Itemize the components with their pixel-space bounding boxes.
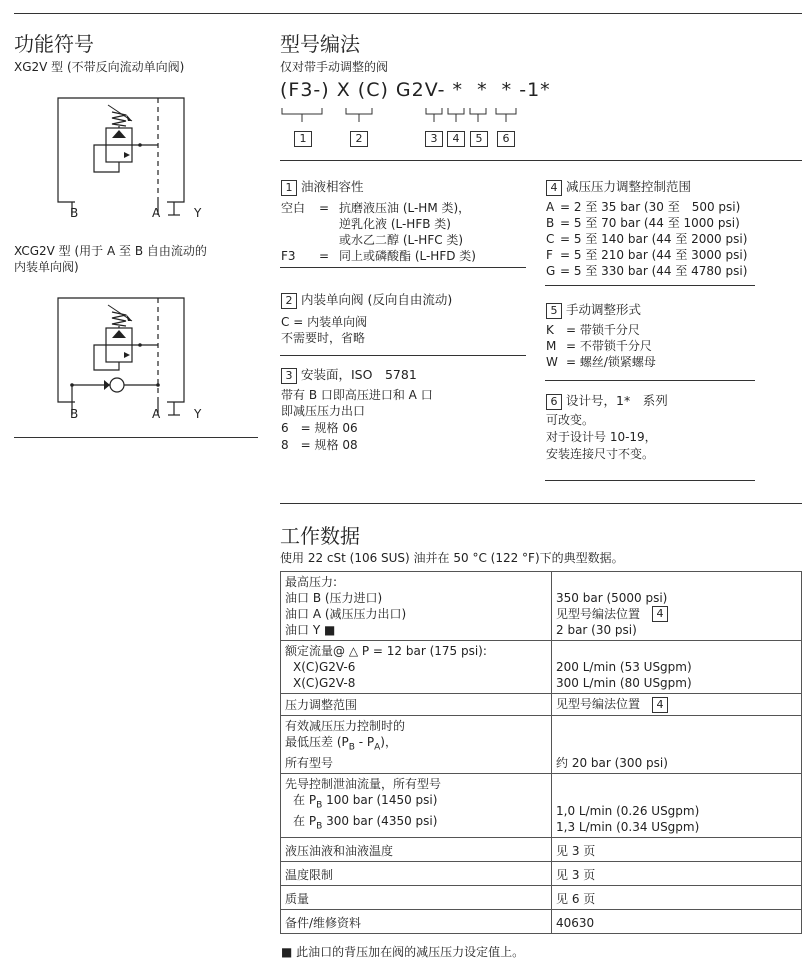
s1-row: 空白 = 抗磨液压油 (L-HM 类)， [281, 201, 471, 215]
section-4-title [546, 179, 691, 196]
s5-row: K = 带锁千分尺 [546, 323, 640, 337]
section-4-rule [545, 285, 755, 286]
section-5-rows [546, 322, 802, 370]
max-pressure-label: 最高压力: 油口 B (压力进口) 油口 A (减压压力出口) 油口 Y ■ [281, 572, 552, 641]
pilot-drain-value: 1,0 L/min (0.26 USgpm) 1,3 L/min (0.34 USgpm) [552, 773, 802, 837]
section-2-title [281, 292, 452, 309]
model-code-string: (F3-) X (C) G2V- * * * -1* [280, 79, 551, 101]
model-section-rule [280, 160, 802, 161]
xcg2v-symbol-diagram [50, 290, 220, 425]
s4-row: A = 2 至 35 bar (30 至 500 psi) [546, 200, 741, 214]
section-6-line1: 可改变。 [546, 413, 595, 427]
section-4-rows [546, 199, 802, 279]
section-3-title [281, 367, 417, 384]
adjust-range-value: 见型号编法位置 4 [552, 694, 802, 716]
mass-value: 见 6 页 [552, 885, 802, 909]
rated-flow-value: 200 L/min (53 USgpm) 300 L/min (80 USgpm) [552, 641, 802, 694]
s1-row: 或水乙二醇 (L-HFC 类) [339, 233, 464, 247]
section-2-line1: C = 内装单向阀 [281, 315, 368, 329]
section-6-number: 6 [546, 394, 562, 410]
code-box-3: 3 [425, 131, 443, 147]
section-5-label: 手动调整形式 [566, 302, 642, 317]
s5-row: W = 螺丝/锁紧螺母 [546, 355, 656, 369]
section-6-label: 设计号，1* 系列 [566, 393, 668, 408]
section-1-number: 1 [281, 180, 297, 196]
section-6-title [546, 393, 668, 410]
section-5-rule [545, 380, 755, 381]
performance-table [280, 571, 802, 934]
xg2v-caption: XG2V 型 (不带反向流动单向阀) [14, 60, 185, 74]
rated-flow-label: 额定流量@ △ P = 12 bar (175 psi): X(C)G2V-6 X(C)G2V-8 [281, 641, 552, 694]
adjust-range-label: 压力调整范围 [281, 694, 552, 716]
table-row [281, 641, 802, 694]
model-code-brackets [280, 108, 530, 128]
xcg2v-caption-line2: 内装单向阀) [14, 260, 79, 274]
code-box-6: 6 [497, 131, 515, 147]
performance-subtitle: 使用 22 cSt (106 SUS) 油并在 50 °C (122 °F)下的典型数据。 [280, 551, 624, 565]
section-3-line4: 8 = 规格 08 [281, 438, 358, 452]
table-row [281, 694, 802, 716]
top-rule [14, 13, 802, 14]
section-4-label: 减压压力调整控制范围 [566, 179, 692, 194]
table-row [281, 885, 802, 909]
section-5-number: 5 [546, 303, 562, 319]
temp-limit-value: 见 3 页 [552, 861, 802, 885]
section-2-label: 内装单向阀 (反向自由流动) [301, 292, 453, 307]
s1-row: 逆乳化液 (L-HFB 类) [339, 217, 451, 231]
xg2v-port-y: Y [194, 206, 202, 220]
s4-row: G = 5 至 330 bar (44 至 4780 psi) [546, 264, 748, 278]
xcg2v-caption-line1: XCG2V 型 (用于 A 至 B 自由流动的 [14, 244, 207, 258]
ref-box-4: 4 [652, 606, 668, 622]
s5-row: M = 不带锁千分尺 [546, 339, 652, 353]
code-box-5: 5 [470, 131, 488, 147]
temp-limit-label: 温度限制 [281, 861, 552, 885]
ref-box-4: 4 [652, 697, 668, 713]
min-diff-label: 有效减压压力控制时的 最低压差 $(P_B - P_A)$， 所有型号 [281, 715, 552, 773]
xcg2v-port-b: B [70, 407, 79, 421]
section-2-rule [280, 355, 526, 356]
xg2v-port-a: A [152, 206, 161, 220]
code-box-2: 2 [350, 131, 368, 147]
section-2-number: 2 [281, 293, 297, 309]
model-code-title: 型号编法 [280, 32, 360, 56]
min-diff-value: 约 20 bar (300 psi) [552, 715, 802, 773]
s4-row: B = 5 至 70 bar (44 至 1000 psi) [546, 216, 740, 230]
section-3-number: 3 [281, 368, 297, 384]
section-6-line3: 安装连接尺寸不变。 [546, 447, 655, 461]
footnote: ■ 此油口的背压加在阀的减压压力设定值上。 [281, 945, 525, 959]
table-row [281, 572, 802, 641]
spares-value: 40630 [552, 909, 802, 933]
s4-row: C = 5 至 140 bar (44 至 2000 psi) [546, 232, 748, 246]
pilot-drain-label: 先导控制泄油流量，所有型号 在 $P_B$ 100 bar (1450 psi) 在 $P_B$ 300 bar (4350 psi) [281, 773, 552, 837]
section-4-number: 4 [546, 180, 562, 196]
fluid-temp-label: 液压油液和油液温度 [281, 837, 552, 861]
section-1-title [281, 179, 364, 196]
left-bottom-rule [14, 437, 258, 438]
perf-top-rule [280, 503, 802, 504]
table-row [281, 909, 802, 933]
max-pressure-value: 350 bar (5000 psi) 见型号编法位置 4 2 bar (30 psi) [552, 572, 802, 641]
section-3-line2: 即减压压力出口 [281, 404, 366, 418]
section-3-label: 安装面，ISO 5781 [301, 367, 417, 382]
s1-row: F3 = 同上或磷酸酯 (L-HFD 类) [281, 249, 476, 263]
mass-label: 质量 [281, 885, 552, 909]
section-2-line2: 不需要时，省略 [281, 331, 366, 345]
performance-title: 工作数据 [280, 524, 360, 548]
spares-label: 备件/维修资料 [281, 909, 552, 933]
table-row [281, 837, 802, 861]
section-1-label: 油液相容性 [301, 179, 364, 194]
xg2v-port-b: B [70, 206, 79, 220]
code-box-4: 4 [447, 131, 465, 147]
table-row [281, 861, 802, 885]
section-1-rule [280, 267, 526, 268]
section-6-rule [545, 480, 755, 481]
code-box-1: 1 [294, 131, 312, 147]
fluid-temp-value: 见 3 页 [552, 837, 802, 861]
section-6-line2: 对于设计号 10-19， [546, 430, 657, 444]
section-3-line1: 带有 B 口即高压进口和 A 口 [281, 388, 433, 402]
xcg2v-port-a: A [152, 407, 161, 421]
section-3-line3: 6 = 规格 06 [281, 421, 358, 435]
table-row [281, 715, 802, 773]
section-5-title [546, 302, 641, 319]
function-symbol-title: 功能符号 [14, 32, 94, 56]
xcg2v-port-y: Y [194, 407, 202, 421]
s4-row: F = 5 至 210 bar (44 至 3000 psi) [546, 248, 748, 262]
table-row [281, 773, 802, 837]
model-code-subtitle: 仅对带手动调整的阀 [280, 60, 389, 74]
section-1-rows [281, 200, 531, 264]
